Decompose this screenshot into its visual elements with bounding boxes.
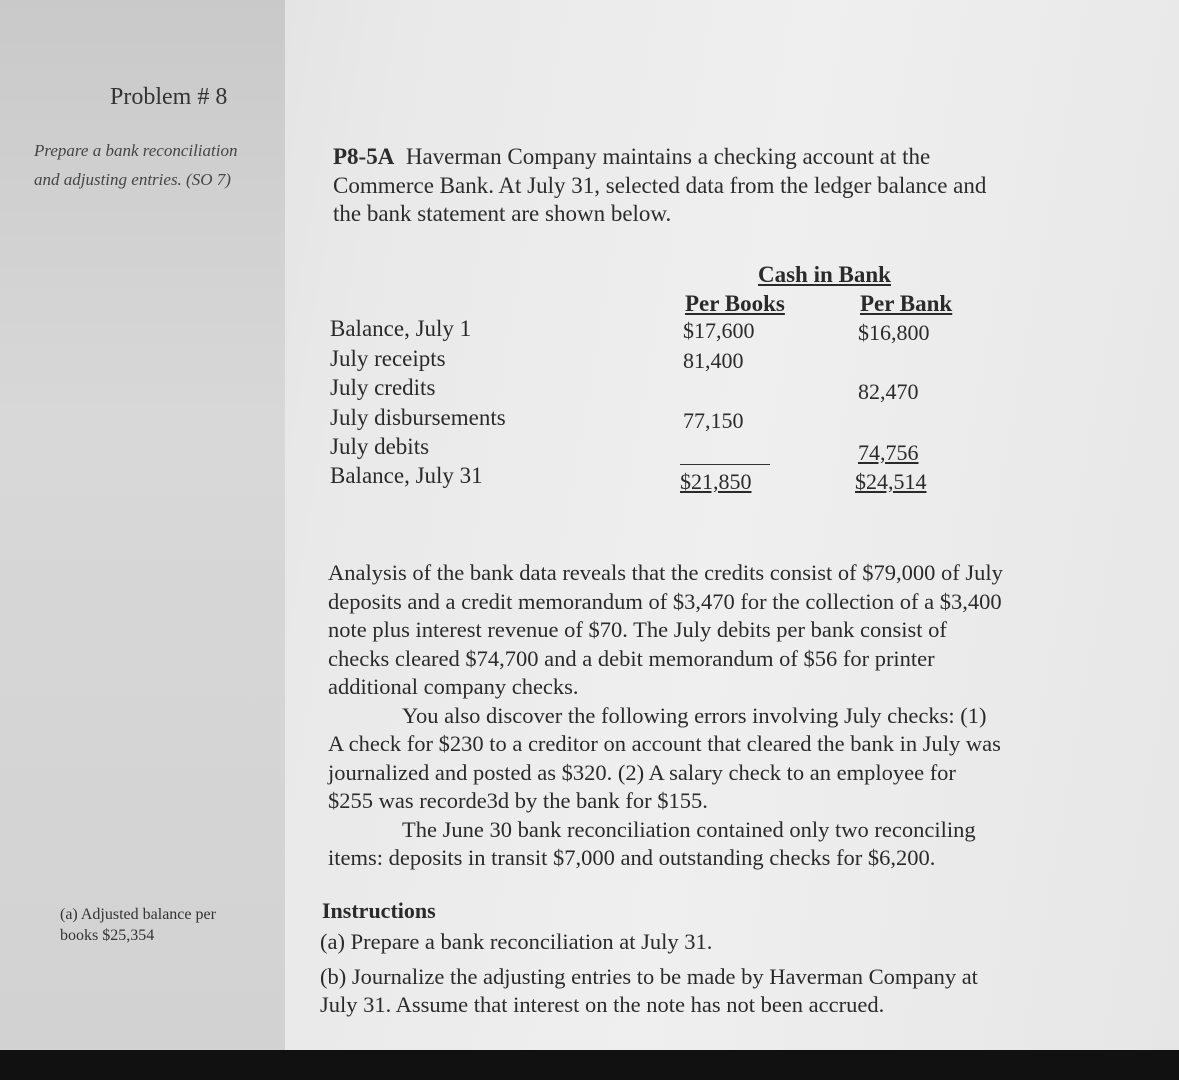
analysis-line: additional company checks. <box>328 674 579 699</box>
analysis-line: You also discover the following errors involving July checks: (1) <box>402 702 987 728</box>
books-value: 81,400 <box>683 348 744 373</box>
column-header-per-bank: Per Bank <box>860 291 953 316</box>
instructions-list <box>320 928 1100 1020</box>
problem-title: Problem # 8 <box>110 84 228 110</box>
problem-intro <box>333 143 986 229</box>
intro-line: Haverman Company maintains a checking account at the <box>405 144 931 169</box>
side-note <box>34 136 237 194</box>
table-title: Cash in Bank <box>758 262 891 287</box>
row-label: July debits <box>330 434 430 459</box>
analysis-line: A check for $230 to a creditor on account that cleared the bank in July was <box>328 731 1001 756</box>
side-note-line: Prepare a bank reconciliation <box>34 141 238 160</box>
problem-code: P8-5A <box>333 144 395 169</box>
screen-bezel <box>0 1050 1179 1080</box>
row-label: Balance, July 1 <box>330 316 472 341</box>
subtotal-rule <box>680 464 770 465</box>
answer-note-line: books $25,354 <box>60 927 155 944</box>
row-label: July receipts <box>330 346 446 371</box>
bank-value: 82,470 <box>858 379 919 404</box>
analysis-line: The June 30 bank reconciliation contained only two reconciling <box>402 816 976 842</box>
answer-note <box>60 904 216 946</box>
analysis-paragraph <box>328 559 1108 873</box>
instruction-b: (b) Journalize the adjusting entries to be made by Haverman Company at <box>320 963 978 989</box>
answer-note-line: (a) Adjusted balance per <box>60 906 216 923</box>
analysis-line: items: deposits in transit $7,000 and outstanding checks for $6,200. <box>328 845 936 870</box>
analysis-line: checks cleared $74,700 and a debit memorandum of $56 for printer <box>328 645 935 671</box>
analysis-line: $255 was recorde3d by the bank for $155. <box>328 788 708 813</box>
analysis-line: Analysis of the bank data reveals that the credits consist of $79,000 of July <box>328 560 1003 585</box>
intro-line: the bank statement are shown below. <box>333 201 672 226</box>
instruction-b-continued: July 31. Assume that interest on the note has not been accrued. <box>320 992 885 1017</box>
column-header-per-books: Per Books <box>685 291 785 316</box>
books-value: 77,150 <box>683 408 744 433</box>
analysis-line: deposits and a credit memorandum of $3,470 for the collection of a $3,400 <box>328 588 1002 614</box>
row-label: July credits <box>330 375 436 400</box>
row-label: Balance, July 31 <box>330 463 483 488</box>
intro-line: Commerce Bank. At July 31, selected data from the ledger balance and <box>333 172 987 198</box>
instruction-a: (a) Prepare a bank reconciliation at July 31. <box>320 929 713 954</box>
bank-value: 74,756 <box>858 440 919 465</box>
bank-ending-balance: $24,514 <box>855 469 927 494</box>
analysis-line: journalized and posted as $320. (2) A salary check to an employee for <box>328 759 956 785</box>
bank-value: $16,800 <box>858 320 930 345</box>
books-ending-balance: $21,850 <box>680 469 752 494</box>
side-note-line: and adjusting entries. (SO 7) <box>34 170 231 189</box>
instructions-title: Instructions <box>322 898 436 923</box>
books-value: $17,600 <box>683 318 755 343</box>
row-label: July disbursements <box>330 405 506 430</box>
analysis-line: note plus interest revenue of $70. The July debits per bank consist of <box>328 617 947 642</box>
